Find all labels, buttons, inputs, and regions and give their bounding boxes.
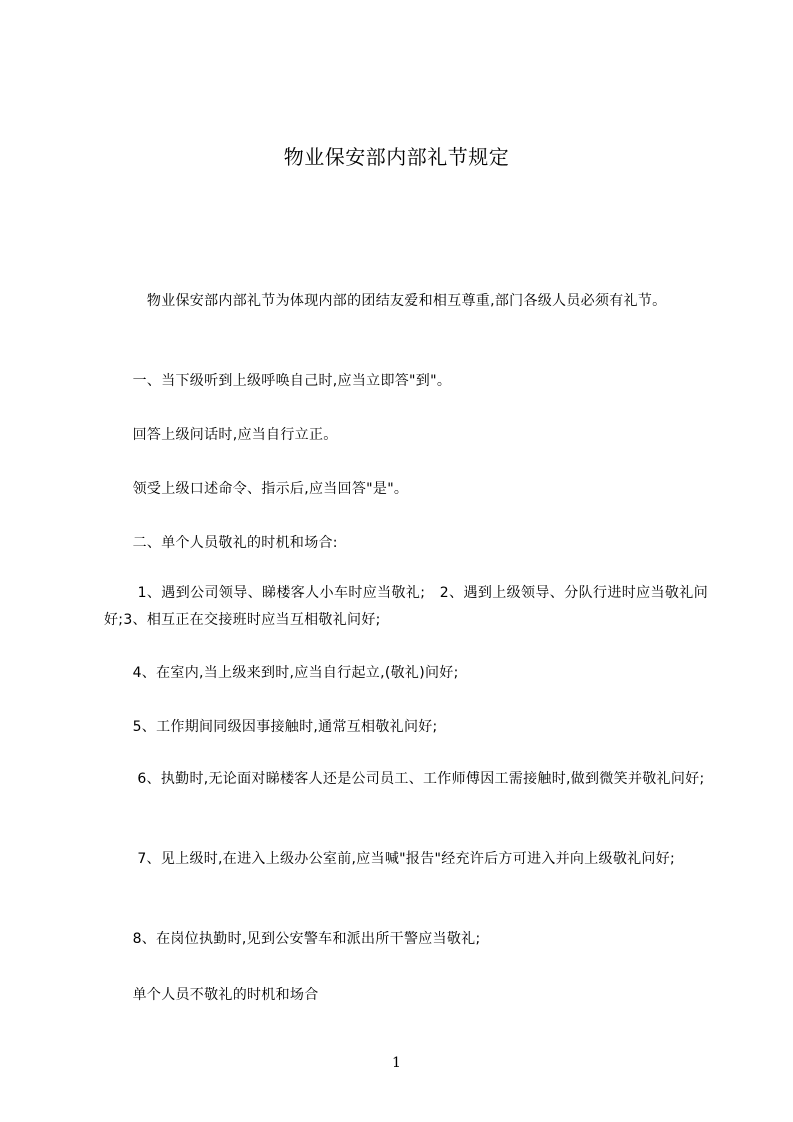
- paragraph-section-2: 二、单个人员敬礼的时机和场合:: [104, 535, 338, 551]
- page-number: 1: [392, 1055, 401, 1071]
- paragraph-item-7: 7、见上级时,在进入上级办公室前,应当喊"报告"经充许后方可进入并向上级敬礼问好;: [104, 851, 676, 867]
- paragraph-item-6: 6、执勤时,无论面对睇楼客人还是公司员工、工作师傅因工需接触时,做到微笑并敬礼问好;: [104, 771, 705, 787]
- paragraph-receive-order: 领受上级口述命令、指示后,应当回答"是"。: [104, 481, 409, 497]
- paragraph-item-8: 8、在岗位执勤时,见到公安警车和派出所干警应当敬礼;: [104, 931, 481, 947]
- paragraph-answer-question: 回答上级问话时,应当自行立正。: [104, 427, 338, 443]
- paragraph-item-5: 5、工作期间同级因事接触时,通常互相敬礼问好;: [104, 719, 438, 735]
- paragraph-section-1: 一、当下级听到上级呼唤自己时,应当立即答"到"。: [104, 373, 452, 389]
- paragraph-item-4: 4、在室内,当上级来到时,应当自行起立,(敬礼)问好;: [104, 665, 459, 681]
- paragraph-intro: 物业保安部内部礼节为体现内部的团结友爱和相互尊重,部门各级人员必须有礼节。: [104, 293, 667, 309]
- document-title: 物业保安部内部礼节规定: [283, 145, 510, 169]
- paragraph-item-1-3: 1、遇到公司领导、睇楼客人小车时应当敬礼; 2、遇到上级领导、分队行进时应当敬礼问好;3、相互正在交接班时应当互相敬礼问好;: [104, 585, 708, 628]
- paragraph-no-salute-heading: 单个人员不敬礼的时机和场合: [104, 987, 319, 1003]
